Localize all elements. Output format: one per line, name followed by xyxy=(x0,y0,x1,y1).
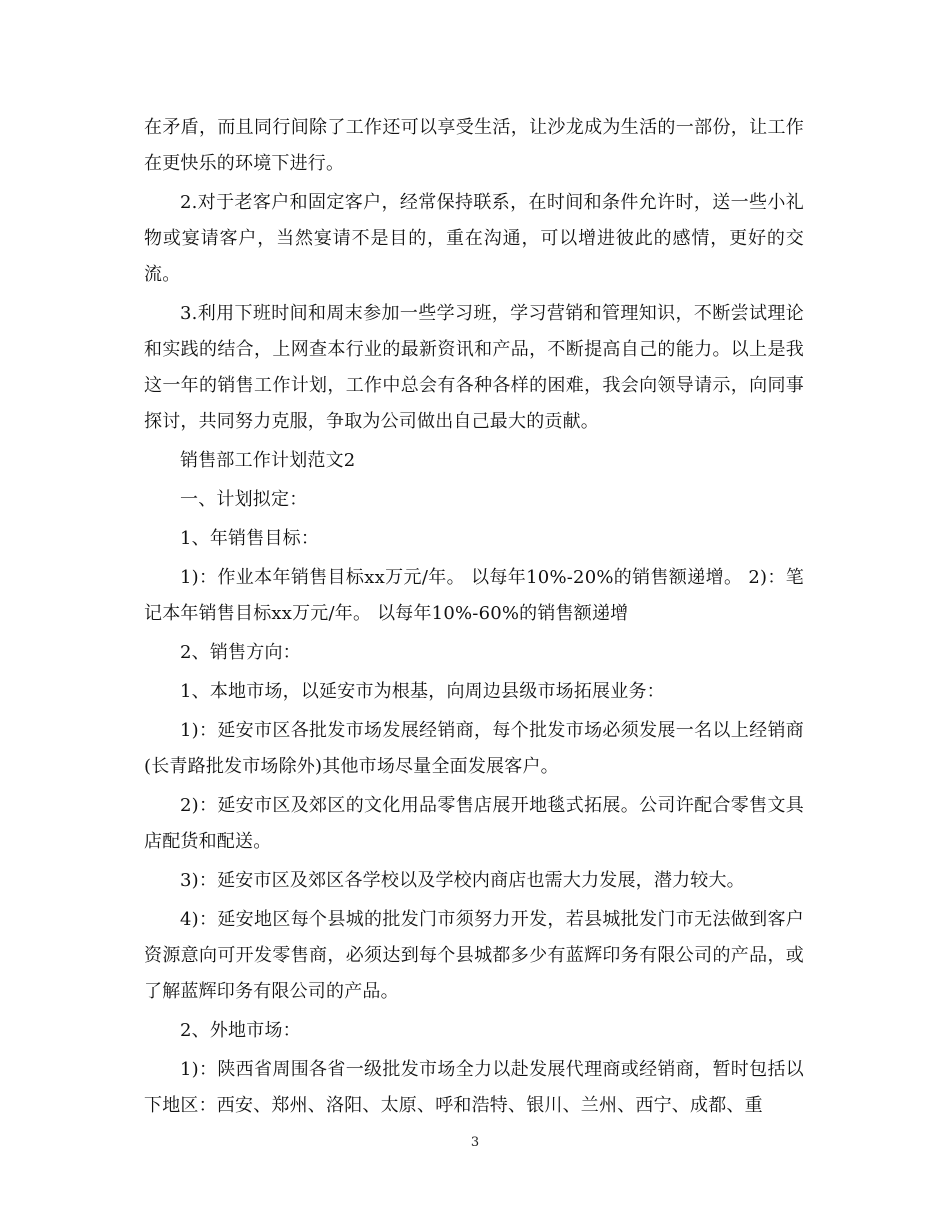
paragraph: 3)：延安市区及郊区各学校以及学校内商店也需大力发展，潜力较大。 xyxy=(180,870,745,891)
paragraph: 在矛盾，而且同行间除了工作还可以享受生活，让沙龙成为生活的一部份，让工作在更快乐的环境下进行。 xyxy=(144,117,804,174)
paragraph: 2)：延安市区及郊区的文化用品零售店展开地毯式拓展。公司许配合零售文具店配货和配送。 xyxy=(144,795,804,852)
paragraph: 3.利用下班时间和周末参加一些学习班，学习营销和管理知识，不断尝试理论和实践的结合，上网查本行业的最新资讯和产品，不断提高自己的能力。以上是我这一年的销售工作计划，工作中总会有各种各样的困难，我会向领导请示，向同事探讨，共同努力克服，争取为公司做出自己最大的贡献。 xyxy=(144,303,804,432)
paragraph: 1)：陕西省周围各省一级批发市场全力以赴发展代理商或经销商，暂时包括以下地区：西安、郑州、洛阳、太原、呼和浩特、银川、兰州、西宁、成都、重 xyxy=(144,1059,804,1116)
paragraph: 1)：延安市区各批发市场发展经销商，每个批发市场必须发展一名以上经销商(长青路批发市场除外)其他市场尽量全面发展客户。 xyxy=(144,720,804,777)
paragraph: 1、本地市场，以延安市为根基，向周边县级市场拓展业务： xyxy=(180,681,665,702)
document-body xyxy=(144,110,804,1127)
paragraph: 2.对于老客户和固定客户，经常保持联系，在时间和条件允许时，送一些小礼物或宴请客户，当然宴请不是目的，重在沟通，可以增进彼此的感情，更好的交流。 xyxy=(144,192,804,285)
paragraph: 4)：延安地区每个县城的批发门市须努力开发，若县城批发门市无法做到客户资源意向可开发零售商，必须达到每个县城都多少有蓝辉印务有限公司的产品，或了解蓝辉印务有限公司的产品。 xyxy=(144,909,804,1002)
section-heading: 销售部工作计划范文2 xyxy=(180,450,356,471)
subsection-heading: 一、计划拟定： xyxy=(180,489,308,510)
paragraph: 1)：作业本年销售目标xx万元/年。 以每年10%-20%的销售额递增。 2)：笔记本年销售目标xx万元/年。 以每年10%-60%的销售额递增 xyxy=(144,567,804,624)
subsection-heading: 2、外地市场： xyxy=(180,1020,301,1041)
page-number: 3 xyxy=(470,1135,480,1150)
subsection-heading: 2、销售方向： xyxy=(180,642,301,663)
subsection-heading: 1、年销售目标： xyxy=(180,528,320,549)
